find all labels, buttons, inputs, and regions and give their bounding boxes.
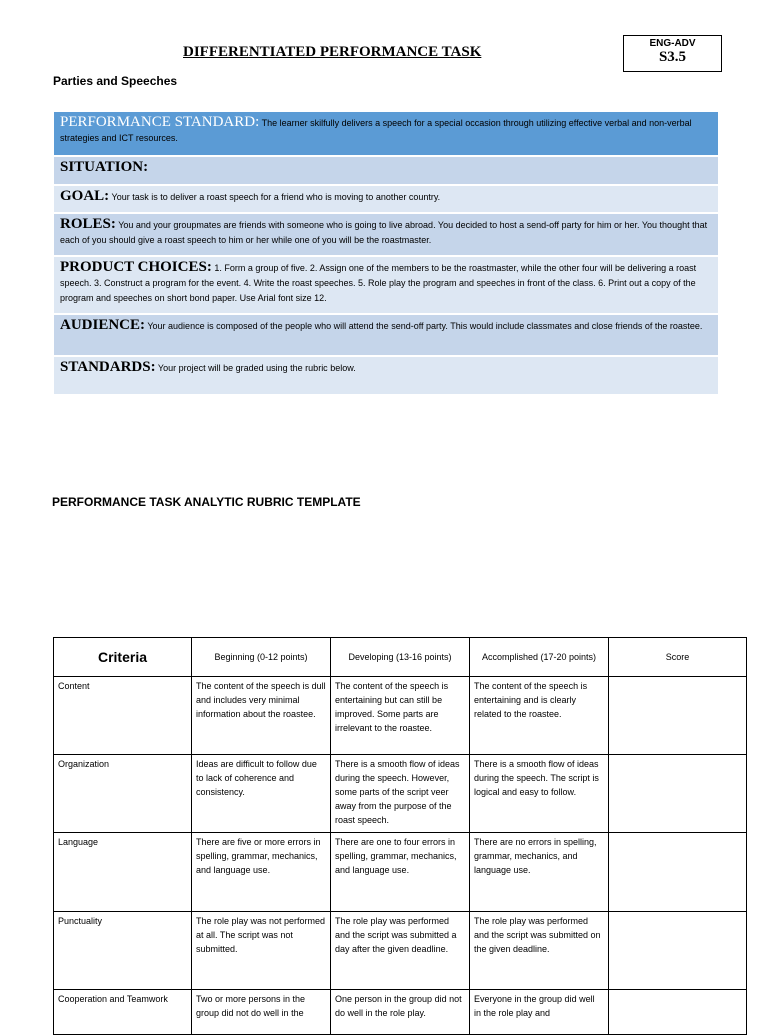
audience-row <box>54 313 718 355</box>
criteria-cell: Organization <box>54 755 192 833</box>
accomplished-cell: There is a smooth flow of ideas during the speech. The script is logical and easy to follow. <box>470 755 609 833</box>
score-cell <box>609 755 747 833</box>
accomplished-cell: The role play was performed and the script was submitted on the given deadline. <box>470 912 609 990</box>
beginning-cell: The role play was not performed at all. The script was not submitted. <box>192 912 331 990</box>
developing-cell: One person in the group did not do well in the role play. <box>331 990 470 1035</box>
document-title: DIFFERENTIATED PERFORMANCE TASK <box>183 44 482 60</box>
criteria-cell: Punctuality <box>54 912 192 990</box>
criteria-cell: Language <box>54 833 192 912</box>
rubric-header-row <box>54 638 747 677</box>
product-choices-heading: PRODUCT CHOICES: <box>60 259 212 275</box>
product-choices-text: 1. Form a group of five. 2. Assign one of the members to be the roastmaster, while the other four will be delivering a roast speech. 3. Construct a program for the event. 4. Write the roast speeches. 5. Role play the program and speeches in front of the class. 6. Print out a copy of the program and speeches on short bond paper. Use Arial font size 12. <box>60 263 697 303</box>
audience-heading: AUDIENCE: <box>60 317 146 333</box>
table-row <box>54 755 747 833</box>
situation-row <box>54 155 718 184</box>
standards-text: Your project will be graded using the rubric below. <box>157 363 356 373</box>
roles-heading: ROLES: <box>60 216 116 232</box>
beginning-cell: Two or more persons in the group did not do well in the <box>192 990 331 1035</box>
criteria-cell: Cooperation and Teamwork <box>54 990 192 1035</box>
accomplished-cell: Everyone in the group did well in the role play and <box>470 990 609 1035</box>
header-criteria: Criteria <box>54 638 192 677</box>
document-subtitle: Parties and Speeches <box>53 74 178 88</box>
developing-cell: There is a smooth flow of ideas during the speech. However, some parts of the script veer away from the purpose of the roast speech. <box>331 755 470 833</box>
score-cell <box>609 833 747 912</box>
header-developing: Developing (13-16 points) <box>331 638 470 677</box>
score-cell <box>609 990 747 1035</box>
standards-heading: STANDARDS: <box>60 359 156 375</box>
table-row <box>54 912 747 990</box>
audience-text: Your audience is composed of the people who will attend the send-off party. This would include classmates and close friends of the roastee. <box>147 321 703 331</box>
performance-standard-heading: PERFORMANCE STANDARD: <box>60 114 260 130</box>
goal-row <box>54 184 718 212</box>
product-choices-row <box>54 255 718 313</box>
accomplished-cell: The content of the speech is entertaining and is clearly related to the roastee. <box>470 677 609 755</box>
performance-standard-row <box>54 112 718 155</box>
section-code: S3.5 <box>658 49 687 65</box>
rubric-title: PERFORMANCE TASK ANALYTIC RUBRIC TEMPLATE <box>52 495 361 509</box>
score-cell <box>609 677 747 755</box>
table-row <box>54 677 747 755</box>
beginning-cell: Ideas are difficult to follow due to lack of coherence and consistency. <box>192 755 331 833</box>
goal-text: Your task is to deliver a roast speech for a friend who is moving to another country. <box>111 192 441 202</box>
course-code-box <box>623 35 722 72</box>
accomplished-cell: There are no errors in spelling, grammar, mechanics, and language use. <box>470 833 609 912</box>
course-code: ENG-ADV <box>649 38 696 49</box>
table-row <box>54 833 747 912</box>
goal-heading: GOAL: <box>60 188 110 204</box>
roles-row <box>54 212 718 255</box>
situation-heading: SITUATION: <box>60 159 149 175</box>
performance-standard-text: The learner skilfully delivers a speech for a special occasion through utilizing effective verbal and non-verbal strategies and ICT resources. <box>60 118 692 143</box>
header-beginning: Beginning (0-12 points) <box>192 638 331 677</box>
developing-cell: The content of the speech is entertaining but can still be improved. Some parts are irrelevant to the roastee. <box>331 677 470 755</box>
beginning-cell: There are five or more errors in spelling, grammar, mechanics, and language use. <box>192 833 331 912</box>
grasps-panel <box>54 112 718 394</box>
developing-cell: The role play was performed and the script was submitted a day after the given deadline. <box>331 912 470 990</box>
roles-text: You and your groupmates are friends with someone who is going to live abroad. You decided to host a send-off party for him or her. You thought that each of you should give a roast speech to him or her while one of you will be the roastmaster. <box>60 220 708 245</box>
developing-cell: There are one to four errors in spelling, grammar, mechanics, and language use. <box>331 833 470 912</box>
standards-row <box>54 355 718 394</box>
criteria-cell: Content <box>54 677 192 755</box>
table-row <box>54 990 747 1035</box>
beginning-cell: The content of the speech is dull and includes very minimal information about the roastee. <box>192 677 331 755</box>
rubric-table <box>53 637 747 1035</box>
header-accomplished: Accomplished (17-20 points) <box>470 638 609 677</box>
header-score: Score <box>609 638 747 677</box>
score-cell <box>609 912 747 990</box>
